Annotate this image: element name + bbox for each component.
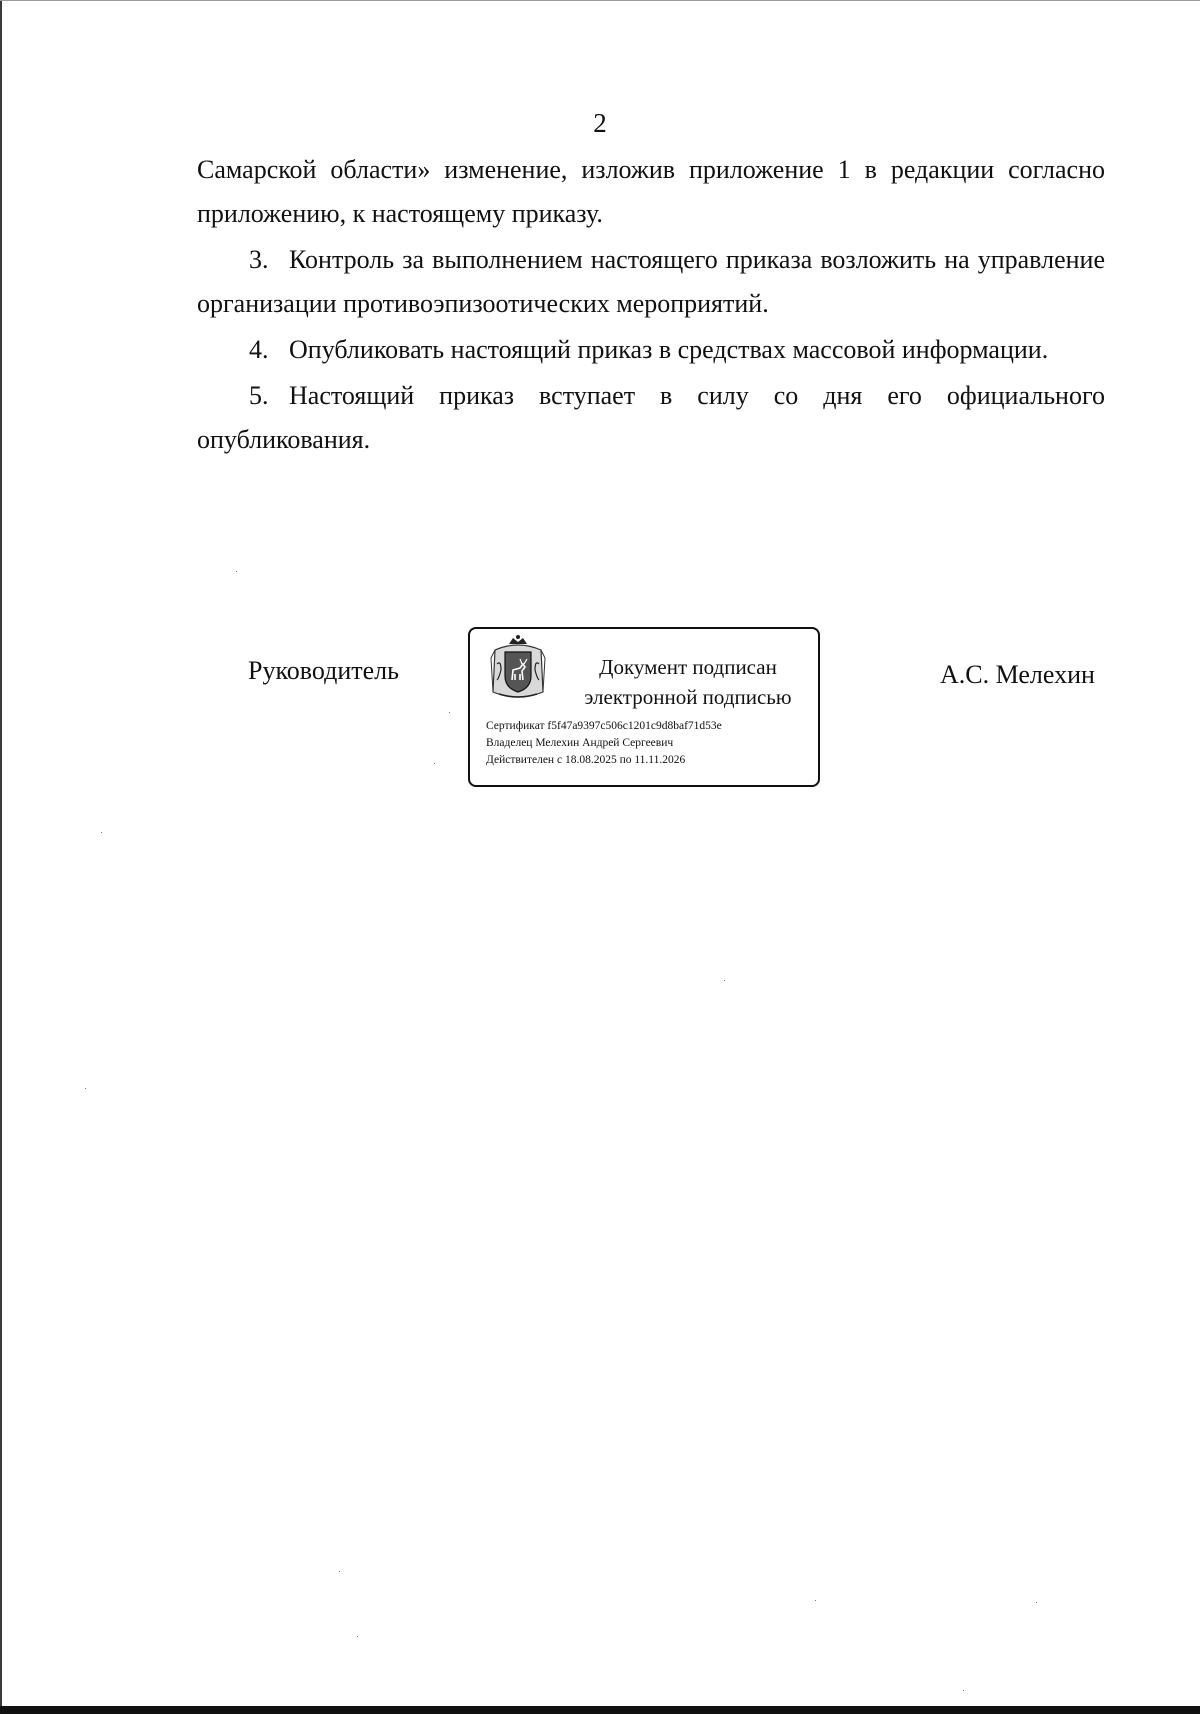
page-number: 2 [593,108,607,138]
paragraph-text: Опубликовать настоящий приказ в средствах массовой информации. [289,335,1049,364]
scan-speck [1036,1602,1037,1603]
stamp-certificate: Сертификат f5f47a9397c506c1201c9d8baf71d53e [486,720,722,732]
scan-speck [434,763,435,764]
scan-edge-left [0,0,2,1714]
scan-speck [236,571,237,572]
scan-speck [963,1690,964,1691]
paragraph-text: Контроль за выполнением настоящего приказа возложить на управление организации противоэпизоотических мероприятий. [197,245,1105,318]
scan-speck [724,980,725,981]
paragraph-number: 3. [249,245,269,274]
paragraph-continuation [197,148,1105,236]
paragraph-5 [197,374,1105,462]
scan-speck [85,1088,86,1089]
scan-edge-bottom [0,1706,1200,1714]
scan-speck [815,1600,816,1601]
document-body [197,148,1105,462]
paragraph-4 [197,328,1105,372]
paragraph-text: Самарской области» изменение, изложив приложение 1 в редакции согласно приложению, к настоящему приказу. [197,155,1105,228]
paragraph-number: 5. [249,381,269,410]
scan-speck [449,712,450,713]
signer-name: А.С. Мелехин [940,660,1095,689]
stamp-validity: Действителен с 18.08.2025 по 11.11.2026 [486,754,686,766]
scan-speck [339,1571,340,1572]
scan-edge-top [0,0,1200,1]
paragraph-3 [197,238,1105,326]
stamp-heading-line2: электронной подписью [584,685,792,709]
coat-of-arms-icon [487,634,549,704]
electronic-signature-stamp [468,627,820,787]
paragraph-number: 4. [249,335,269,364]
stamp-owner: Владелец Мелехин Андрей Сергеевич [486,737,674,749]
signer-position: Руководитель [248,656,399,685]
stamp-heading-line1: Документ подписан [599,655,777,679]
paragraph-text: Настоящий приказ вступает в силу со дня его официального опубликования. [197,381,1105,454]
scan-speck [101,832,102,833]
scan-speck [357,1636,358,1637]
